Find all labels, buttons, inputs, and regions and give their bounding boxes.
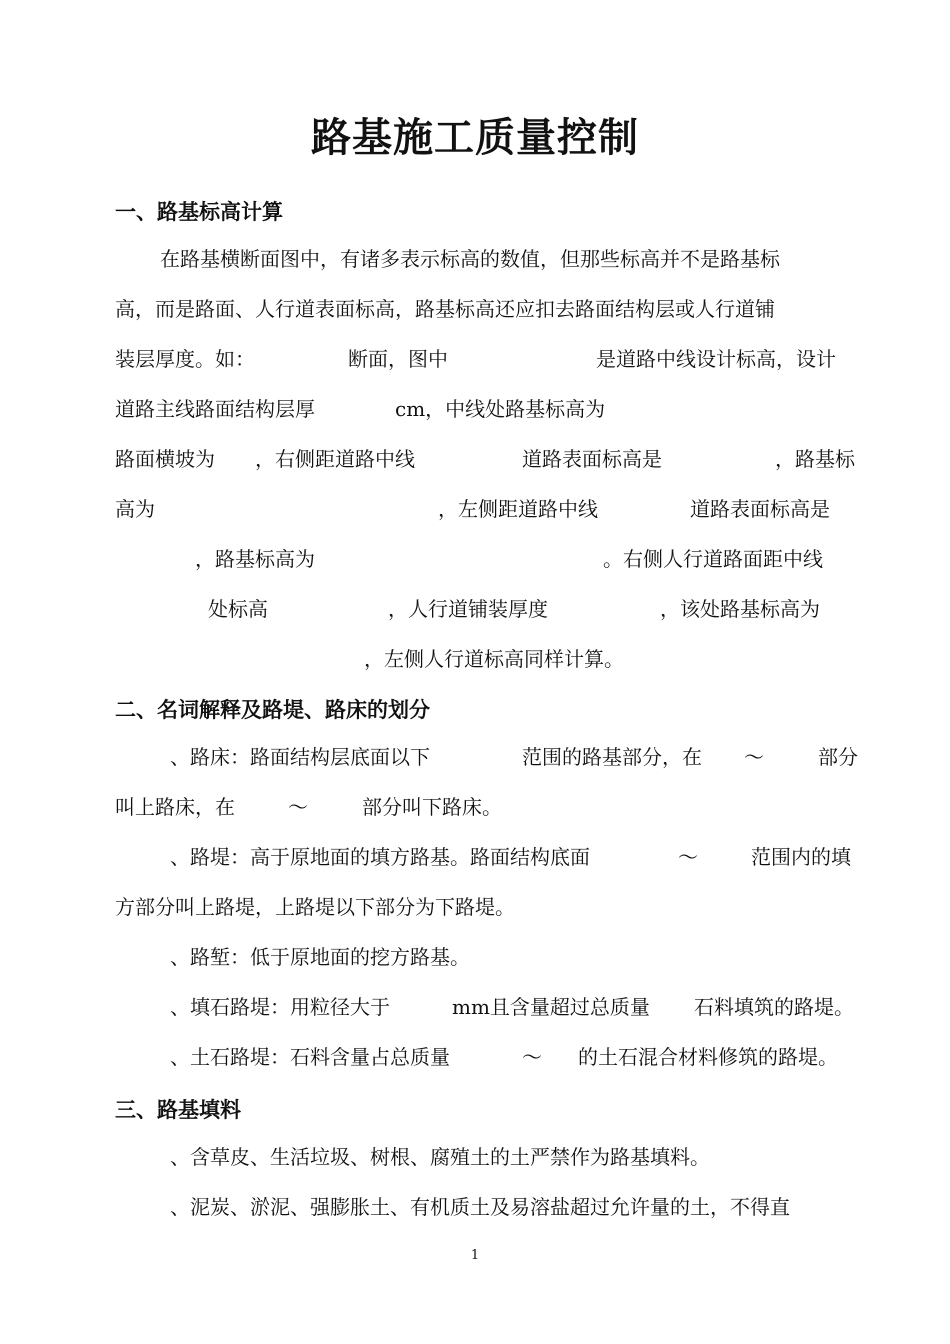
paragraph-line: 部分叫下路床。 [362, 795, 502, 819]
paragraph-line: ，左侧距道路中线 [438, 497, 598, 521]
paragraph-line: 路面横坡为 [115, 447, 215, 471]
paragraph-line: 石料填筑的路堤。 [694, 995, 854, 1019]
paragraph-line: 装层厚度。如： [115, 347, 255, 371]
paragraph-line: 道路主线路面结构层厚 [115, 397, 315, 421]
paragraph-line: 是道路中线设计标高，设计 [596, 347, 836, 371]
paragraph-line: 、路堑：低于原地面的挖方路基。 [170, 945, 470, 969]
paragraph-line: 叫上路床，在 [115, 795, 235, 819]
section-heading: 一、路基标高计算 [115, 200, 283, 224]
paragraph-line: 在路基横断面图中，有诸多表示标高的数值，但那些标高并不是路基标 [160, 247, 780, 271]
section-heading: 三、路基填料 [115, 1098, 241, 1122]
paragraph-line: 、路床：路面结构层底面以下 [170, 745, 430, 769]
paragraph-line: ，该处路基标高为 [660, 597, 820, 621]
paragraph-line: 、土石路堤：石料含量占总质量 [170, 1045, 450, 1069]
paragraph-line: 方部分叫上路堤，上路堤以下部分为下路堤。 [115, 895, 515, 919]
section-heading: 二、名词解释及路堤、路床的划分 [115, 698, 430, 722]
paragraph-line: ，右侧距道路中线 [255, 447, 415, 471]
paragraph-line: 道路表面标高是 [522, 447, 662, 471]
paragraph-line: ，左侧人行道标高同样计算。 [364, 647, 624, 671]
paragraph-line: 高，而是路面、人行道表面标高，路基标高还应扣去路面结构层或人行道铺 [115, 297, 775, 321]
paragraph-line: mm且含量超过总质量 [452, 995, 650, 1019]
paragraph-line: 范围内的填 [751, 845, 851, 869]
paragraph-line: ，路基标 [775, 447, 855, 471]
page-title: 路基施工质量控制 [311, 115, 639, 161]
paragraph-line: 、泥炭、淤泥、强膨胀土、有机质土及易溶盐超过允许量的土，不得直 [170, 1195, 790, 1219]
paragraph-line: 断面，图中 [348, 347, 448, 371]
paragraph-line: 、路堤：高于原地面的填方路基。路面结构底面 [170, 845, 590, 869]
paragraph-line: 。右侧人行道路面距中线 [603, 547, 823, 571]
paragraph-line: ～ [522, 1045, 542, 1069]
paragraph-line: 、填石路堤：用粒径大于 [170, 995, 390, 1019]
paragraph-line: 范围的路基部分，在 [522, 745, 702, 769]
paragraph-line: ，人行道铺装厚度 [388, 597, 548, 621]
paragraph-line: ～ [744, 745, 764, 769]
paragraph-line: cm，中线处路基标高为 [395, 397, 606, 421]
paragraph-line: 部分 [818, 745, 858, 769]
paragraph-line: 高为 [115, 497, 155, 521]
paragraph-line: 的土石混合材料修筑的路堤。 [578, 1045, 838, 1069]
paragraph-line: ～ [288, 795, 308, 819]
paragraph-line: ，路基标高为 [195, 547, 315, 571]
paragraph-line: 道路表面标高是 [690, 497, 830, 521]
paragraph-line: 、含草皮、生活垃圾、树根、腐殖土的土严禁作为路基填料。 [170, 1145, 710, 1169]
page-number: 1 [470, 1248, 480, 1263]
paragraph-line: 处标高 [208, 597, 268, 621]
paragraph-line: ～ [678, 845, 698, 869]
